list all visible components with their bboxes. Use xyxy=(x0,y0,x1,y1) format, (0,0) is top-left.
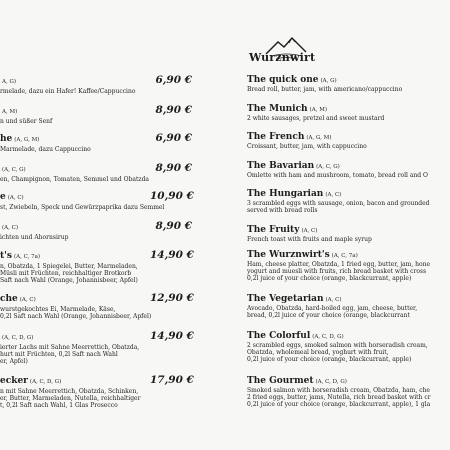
item-allergens: (A, C, D, G) xyxy=(315,379,347,385)
item-title: t's xyxy=(0,251,12,261)
item-title: e xyxy=(0,192,6,202)
item-allergens: A, G) xyxy=(2,79,17,85)
item-allergens: (A, C) xyxy=(7,195,24,201)
item-allergens: (A, C, 7a) xyxy=(331,253,358,259)
item-allergens: (A, C) xyxy=(325,192,342,198)
item-desc-line: French toast with fruits and maple syrup xyxy=(247,236,372,243)
item-allergens: (A, G, M) xyxy=(306,135,332,141)
item-price: 10,90 € xyxy=(150,190,194,202)
item-title: he xyxy=(0,134,13,144)
item-title: The Munich xyxy=(247,104,308,114)
item-desc-line: 0,2l juice of your choice (orange, blackcurrant, apple), 1 gla xyxy=(247,401,431,408)
item-desc-line: yogurt and muesli with fruits, rich bread basket with cross xyxy=(247,268,427,275)
item-allergens: (A, M) xyxy=(309,107,327,113)
item-desc-line: Bread roll, butter, jam, with americano/cappuccino xyxy=(247,86,403,93)
menu-item-en xyxy=(247,132,450,150)
menu-item-en xyxy=(247,294,450,319)
menu-item-en xyxy=(247,189,450,214)
menu-item-en xyxy=(247,331,450,363)
item-desc-line: ichten und Ahornsirup xyxy=(0,234,69,241)
item-desc-line: Smoked salmon with horseradish cream, Obatzda, ham, che xyxy=(247,387,430,394)
item-allergens: (A, C, D, G) xyxy=(29,379,62,385)
item-desc-line: served with bread rolls xyxy=(247,207,318,214)
item-title: The Wurznwirt's xyxy=(247,250,330,260)
menu-item-en xyxy=(247,376,450,408)
item-title: The Vegetarian xyxy=(247,294,324,304)
item-desc-line: en, Champignon, Tomaten, Semmel und Obatzda xyxy=(0,176,149,183)
item-price: 6,90 € xyxy=(155,132,192,144)
item-allergens: (A, C) xyxy=(301,228,318,234)
item-title: ecker xyxy=(0,376,28,386)
menu-item-en xyxy=(247,104,450,122)
item-allergens: (A, C, G) xyxy=(2,167,26,173)
item-title: The Colorful xyxy=(247,331,311,341)
item-title: The Fruity xyxy=(247,225,300,235)
item-desc-line: Avocado, Obatzda, hard-boiled egg, jam, cheese, butter, xyxy=(247,305,418,312)
item-desc-line: n mit Sahne Meerrettich, Obatzda, Schinken, xyxy=(0,388,139,395)
item-price: 8,90 € xyxy=(155,104,192,116)
item-desc-line: Croissant, butter, jam, with cappuccino xyxy=(247,143,367,150)
item-desc-line: 0,2l juice of your choice (orange, blackcurrant, apple) xyxy=(247,275,412,282)
item-price: 14,90 € xyxy=(150,249,194,261)
item-desc-line: Marmelade, dazu Cappuccino xyxy=(0,146,91,153)
item-desc-line: hurt mit Früchten, 0,2l Saft nach Wahl xyxy=(0,351,118,358)
item-price: 8,90 € xyxy=(155,162,192,174)
item-desc-line: t, 0,2l Saft nach Wahl, 1 Glas Prosecco xyxy=(0,402,118,409)
item-title: che xyxy=(0,294,18,304)
item-desc-line: 2 fried eggs, butter, jams, Nutella, rich bread basket with cr xyxy=(247,394,431,401)
item-allergens: (A, C, 7a) xyxy=(13,254,41,260)
item-desc-line: 0,2l Saft nach Wahl (Orange, Johannisbeer, Apfel) xyxy=(0,313,152,320)
item-allergens: (A, C) xyxy=(19,297,36,303)
item-price: 17,90 € xyxy=(150,374,194,386)
item-price: 8,90 € xyxy=(155,220,192,232)
item-price: 6,90 € xyxy=(155,74,192,86)
item-desc-line: bread, 0,2l juice of your choice (orange, blackcurrant xyxy=(247,312,410,319)
item-allergens: A, M) xyxy=(2,109,18,115)
item-desc-line: 2 scrambled eggs, smoked salmon with horseradish cream, xyxy=(247,342,428,349)
item-allergens: (A, G) xyxy=(320,78,337,84)
item-desc-line: ierter Lachs mit Sahne Meerrettich, Obatzda, xyxy=(0,344,140,351)
item-desc-line: wurstgekochtes Ei, Marmelade, Käse, xyxy=(0,306,116,313)
item-desc-line: Obatzda, wholemeal bread, yoghurt with fruit, xyxy=(247,349,389,356)
item-allergens: (A, C, D, G) xyxy=(312,334,344,340)
item-allergens: (A, C) xyxy=(325,297,342,303)
item-desc-line: er, Apfel) xyxy=(0,358,28,365)
item-title: The Hungarian xyxy=(247,189,324,199)
item-desc-line: 2 white sausages, pretzel and sweet mustard xyxy=(247,115,385,122)
item-desc-line: rmelade, dazu ein Hafer! Kaffee/Cappuccino xyxy=(0,88,136,95)
item-title: The Gourmet xyxy=(247,376,314,386)
item-price: 12,90 € xyxy=(150,292,194,304)
menu-item-en xyxy=(247,161,450,179)
item-allergens: (A, G, M) xyxy=(14,137,40,143)
item-title: The Bavarian xyxy=(247,161,315,171)
menu-item-en xyxy=(247,250,450,282)
menu-item-en xyxy=(247,225,450,243)
item-desc-line: Omlette with ham and mushroom, tomato, bread roll and O xyxy=(247,172,428,179)
item-desc-line: Müsli mit Früchten, reichhaltiger Brotkorb xyxy=(0,270,132,277)
restaurant-logo-text: Wurznwirt xyxy=(249,51,316,64)
item-desc-line: er, Butter, Marmeladen, Nutella, reichhaltiger xyxy=(0,395,141,402)
item-allergens: (A, C, D, G) xyxy=(2,335,34,341)
item-title: The French xyxy=(247,132,305,142)
item-allergens: (A, C) xyxy=(2,225,18,231)
item-desc-line: st, Zwiebeln, Speck und Gewürzpaprika dazu Semmel xyxy=(0,204,165,211)
item-price: 14,90 € xyxy=(150,330,194,342)
item-desc-line: 0,2l juice of your choice (orange, blackcurrant, apple) xyxy=(247,356,412,363)
item-title: The quick one xyxy=(247,75,319,85)
item-desc-line: Saft nach Wahl (Orange, Johannisbeer, Apfel) xyxy=(0,277,138,284)
item-desc-line: n und süßer Senf xyxy=(0,118,53,125)
item-desc-line: Ham, cheese platter, Obatzda, 1 fried egg, butter, jam, hone xyxy=(247,261,431,268)
item-desc-line: 3 scrambled eggs with sausage, onion, bacon and grounded xyxy=(247,200,430,207)
item-allergens: (A, C, G) xyxy=(316,164,340,170)
menu-item-en xyxy=(247,75,450,93)
item-desc-line: n, Obatzda, 1 Spiegelei, Butter, Marmeladen, xyxy=(0,263,138,270)
